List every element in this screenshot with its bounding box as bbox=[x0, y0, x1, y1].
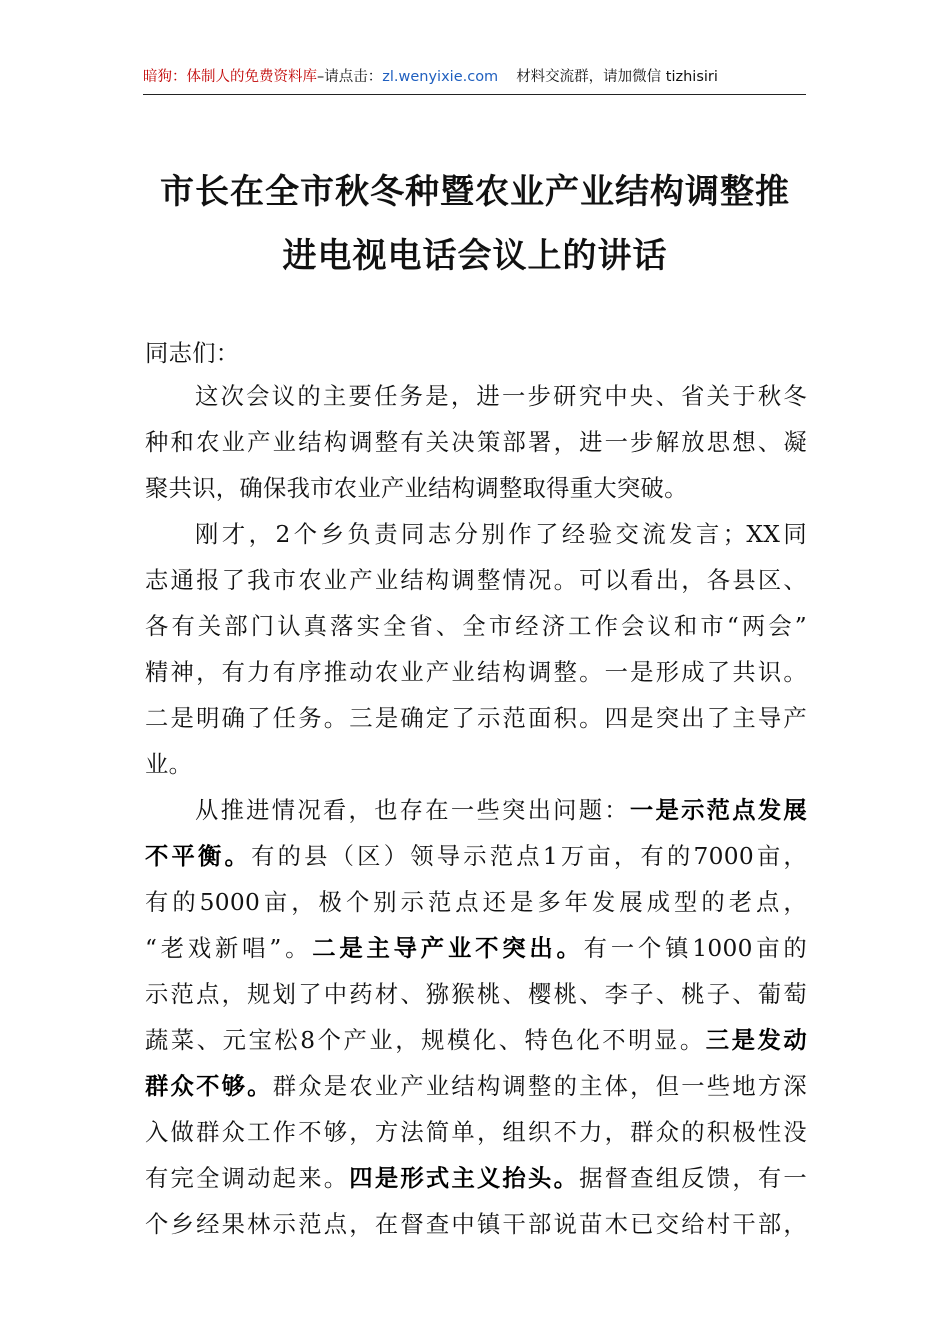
header-click-prompt: –请点击： bbox=[317, 69, 383, 85]
paragraph-3-line: 示范点，规划了中药材、猕猴桃、樱桃、李子、桃子、葡萄 bbox=[145, 981, 807, 1008]
paragraph-3-line bbox=[145, 841, 807, 873]
paragraph-1-line: 这次会议的主要任务是，进一步研究中央、省关于秋冬 bbox=[195, 383, 807, 410]
paragraph-3-line bbox=[145, 1025, 807, 1057]
paragraph-3-line bbox=[145, 1163, 807, 1195]
header-wechat-note: 材料交流群，请加微信 tizhisiri bbox=[516, 69, 718, 85]
text-run: 有完全调动起来。 bbox=[145, 1165, 350, 1192]
paragraph-2-line: 志通报了我市农业产业结构调整情况。可以看出，各县区、 bbox=[145, 567, 807, 594]
paragraph-1-line: 种和农业产业结构调整有关决策部署，进一步解放思想、凝 bbox=[145, 429, 807, 456]
bold-point-1: 一是示范点发展 bbox=[629, 797, 807, 824]
text-run: 有的县（区）领导示范点1万亩，有的7000亩， bbox=[251, 843, 808, 870]
paragraph-2-line: 二是明确了任务。三是确定了示范面积。四是突出了主导产 bbox=[145, 705, 807, 732]
bold-point-3: 三是发动 bbox=[705, 1027, 808, 1054]
text-run: “老戏新唱”。 bbox=[145, 935, 313, 962]
bold-point-1-cont: 不平衡。 bbox=[145, 843, 252, 870]
paragraph-3-line: 入做群众工作不够，方法简单，组织不力，群众的积极性没 bbox=[145, 1119, 807, 1146]
paragraph-2-line: 精神，有力有序推动农业产业结构调整。一是形成了共识。 bbox=[145, 659, 807, 686]
document-title-line-1: 市长在全市秋冬种暨农业产业结构调整推 bbox=[160, 172, 790, 212]
header-url-link[interactable]: zl.wenyixie.com bbox=[382, 69, 499, 85]
text-run: 蔬菜、元宝松8个产业，规模化、特色化不明显。 bbox=[145, 1027, 706, 1054]
text-run: 有一个镇1000亩的 bbox=[583, 935, 808, 962]
bold-point-4: 四是形式主义抬头。 bbox=[349, 1165, 580, 1192]
paragraph-1-line: 聚共识，确保我市农业产业结构调整取得重大突破。 bbox=[145, 475, 688, 502]
text-run: 据督查组反馈，有一 bbox=[579, 1165, 808, 1192]
paragraph-3-line: 个乡经果林示范点，在督查中镇干部说苗木已交给村干部， bbox=[145, 1211, 807, 1238]
paragraph-3-line bbox=[145, 933, 807, 965]
paragraph-2-line: 业。 bbox=[145, 751, 193, 778]
paragraph-3-line bbox=[145, 1071, 807, 1103]
page-header bbox=[143, 66, 806, 95]
text-run: 从推进情况看，也存在一些突出问题： bbox=[195, 797, 630, 824]
bold-point-3-cont: 群众不够。 bbox=[145, 1073, 273, 1100]
paragraph-2-line: 各有关部门认真落实全省、全市经济工作会议和市“两会” bbox=[145, 613, 807, 640]
header-brand: 暗狗：体制人的免费资料库 bbox=[143, 69, 317, 85]
salutation: 同志们： bbox=[145, 340, 240, 367]
paragraph-3-line: 有的5000亩，极个别示范点还是多年发展成型的老点， bbox=[145, 889, 807, 916]
bold-point-2: 二是主导产业不突出。 bbox=[312, 935, 584, 962]
paragraph-2-line: 刚才，2个乡负责同志分别作了经验交流发言；XX同 bbox=[195, 521, 807, 548]
paragraph-3-line bbox=[145, 795, 807, 827]
text-run: 群众是农业产业结构调整的主体，但一些地方深 bbox=[272, 1073, 807, 1100]
document-title-line-2: 进电视电话会议上的讲话 bbox=[282, 236, 668, 276]
